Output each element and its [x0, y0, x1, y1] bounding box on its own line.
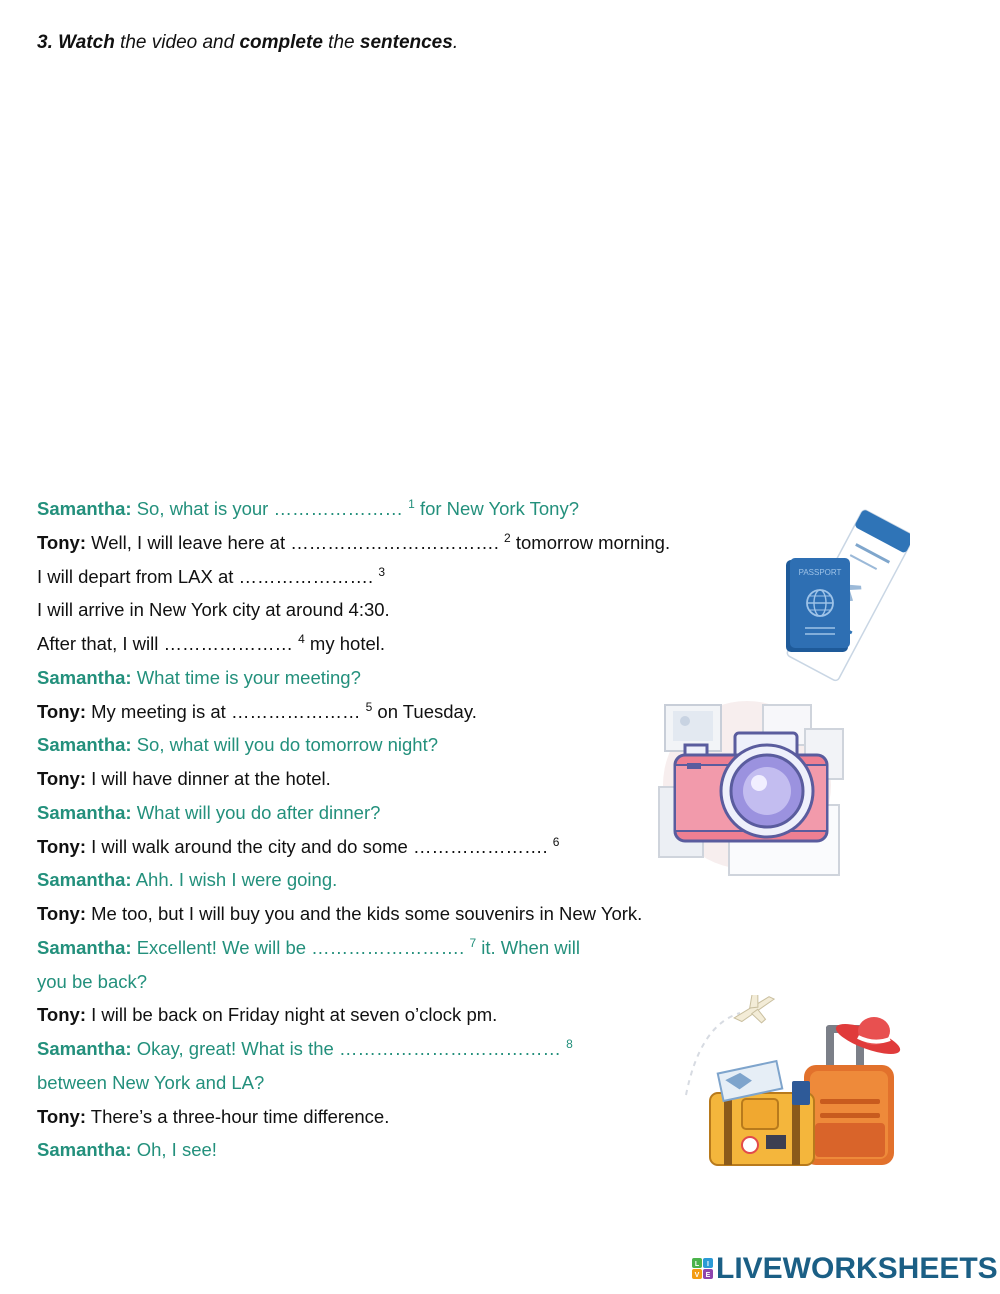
- dialogue-line: [37, 832, 737, 866]
- instruction-word-watch: Watch: [58, 32, 115, 53]
- line-text: Oh, I see!: [131, 1139, 217, 1161]
- passport-label: PASSPORT: [798, 568, 842, 577]
- logo-mark-icon: [692, 1258, 714, 1280]
- speaker-name: Samantha:: [37, 498, 132, 519]
- dialogue-line: [37, 899, 737, 933]
- line-text: After that, I will: [37, 633, 164, 654]
- dialogue-line: [37, 629, 737, 663]
- dialogue-line: [37, 967, 737, 1001]
- dialogue-line: [37, 1068, 737, 1102]
- camera-illustration: [655, 697, 847, 881]
- dialogue-line: [37, 663, 737, 697]
- line-text: Okay, great! What is the: [131, 1038, 339, 1059]
- line-text: I will be back on Friday night at seven o’clock pm.: [85, 1004, 498, 1026]
- answer-blank-7[interactable]: …………………….: [311, 936, 465, 958]
- line-text: Ahh. I wish I were going.: [131, 869, 338, 891]
- speaker-name: Samantha:: [37, 666, 132, 688]
- instruction-word-complete: complete: [239, 32, 323, 53]
- line-text: My meeting is at: [85, 700, 231, 722]
- blank-number: 2: [504, 530, 511, 545]
- instruction-text-2: the: [322, 32, 360, 53]
- line-text-after: for New York Tony?: [414, 498, 580, 519]
- logo-letter-i: I: [707, 1261, 709, 1268]
- sun-hat-icon: [833, 1017, 904, 1060]
- blank-number: 1: [408, 497, 415, 511]
- blank-number: 8: [566, 1037, 573, 1051]
- dialogue-line: [37, 562, 737, 596]
- speaker-name: Samantha:: [37, 936, 132, 958]
- answer-blank-5[interactable]: …………………: [230, 700, 361, 722]
- answer-blank-8[interactable]: ………………………………: [338, 1038, 561, 1059]
- line-text: I will depart from LAX at: [37, 565, 239, 587]
- answer-blank-2[interactable]: …………………………….: [290, 531, 499, 553]
- speaker-name: Samantha:: [37, 734, 132, 756]
- dialogue-line: [37, 494, 737, 528]
- instruction-text-1: the video and: [114, 32, 240, 53]
- line-text: I will have dinner at the hotel.: [85, 768, 331, 789]
- dialogue-line: [37, 697, 737, 731]
- dialogue-line: [37, 764, 737, 798]
- dialogue-line: [37, 1102, 737, 1136]
- passport-icon: [786, 558, 850, 652]
- line-text: you be back?: [37, 970, 148, 992]
- blank-number: 7: [469, 935, 477, 950]
- yellow-suitcase-icon: [710, 1061, 814, 1165]
- line-text: There’s a three-hour time difference.: [85, 1105, 390, 1127]
- dialogue-line: [37, 933, 737, 967]
- video-placeholder[interactable]: [37, 70, 737, 470]
- blank-number: 5: [365, 699, 373, 714]
- airplane-icon: [728, 995, 780, 1031]
- dialogue-line: [37, 730, 737, 764]
- speaker-name: Samantha:: [37, 1038, 132, 1059]
- dialogue-line: [37, 865, 737, 899]
- line-text: I will walk around the city and do some: [85, 835, 413, 857]
- line-text-after: tomorrow morning.: [510, 531, 671, 553]
- answer-blank-4[interactable]: …………………: [163, 633, 293, 654]
- line-text: So, what is your: [131, 498, 274, 519]
- blank-number: 3: [378, 564, 385, 579]
- speaker-name: Tony:: [37, 1004, 86, 1026]
- speaker-name: Samantha:: [37, 869, 132, 891]
- instruction-word-sentences: sentences: [359, 32, 453, 53]
- speaker-name: Tony:: [37, 835, 86, 857]
- logo-text: LIVEWORKSHEETS: [716, 1252, 998, 1285]
- line-text-after: it. When will: [476, 936, 580, 958]
- speaker-name: Tony:: [37, 1105, 86, 1127]
- luggage-illustration: [680, 995, 918, 1170]
- blank-number: 4: [298, 632, 305, 646]
- liveworksheets-logo[interactable]: [692, 1252, 998, 1286]
- speaker-name: Tony:: [37, 700, 86, 722]
- passport-ticket-illustration: [780, 508, 910, 683]
- instruction-text-3: .: [452, 32, 459, 53]
- dialogue-line: [37, 1034, 737, 1068]
- line-text: Me too, but I will buy you and the kids some souvenirs in New York.: [85, 903, 643, 924]
- speaker-name: Tony:: [37, 531, 86, 553]
- dialogue: [37, 494, 737, 1169]
- dialogue-line: [37, 798, 737, 832]
- logo-letter-v: V: [694, 1272, 700, 1279]
- instruction-title: [37, 32, 458, 54]
- logo-letter-l: L: [694, 1261, 700, 1268]
- logo-letter-e: E: [705, 1272, 711, 1279]
- dialogue-line: [37, 528, 737, 562]
- line-text: Well, I will leave here at: [85, 531, 291, 553]
- line-text-after: on Tuesday.: [372, 700, 477, 722]
- speaker-name: Samantha:: [37, 1139, 132, 1161]
- instruction-number: 3.: [37, 32, 53, 53]
- line-text: So, what will you do tomorrow night?: [131, 734, 439, 756]
- speaker-name: Samantha:: [37, 801, 132, 823]
- dialogue-line: [37, 1135, 737, 1169]
- speaker-name: Tony:: [37, 903, 86, 924]
- line-text: I will arrive in New York city at around 4:30.: [37, 599, 390, 621]
- answer-blank-3[interactable]: ………………….: [238, 565, 374, 587]
- dialogue-line: [37, 595, 737, 629]
- speaker-name: Tony:: [37, 768, 86, 789]
- line-text-after: my hotel.: [304, 633, 385, 654]
- answer-blank-6[interactable]: ………………….: [412, 835, 548, 857]
- dialogue-line: [37, 1000, 737, 1034]
- blank-number: 6: [552, 834, 560, 849]
- line-text: Excellent! We will be: [131, 936, 312, 958]
- line-text: between New York and LA?: [37, 1071, 265, 1093]
- line-text: What time is your meeting?: [131, 666, 361, 688]
- line-text: What will you do after dinner?: [131, 801, 381, 823]
- answer-blank-1[interactable]: …………………: [273, 498, 403, 519]
